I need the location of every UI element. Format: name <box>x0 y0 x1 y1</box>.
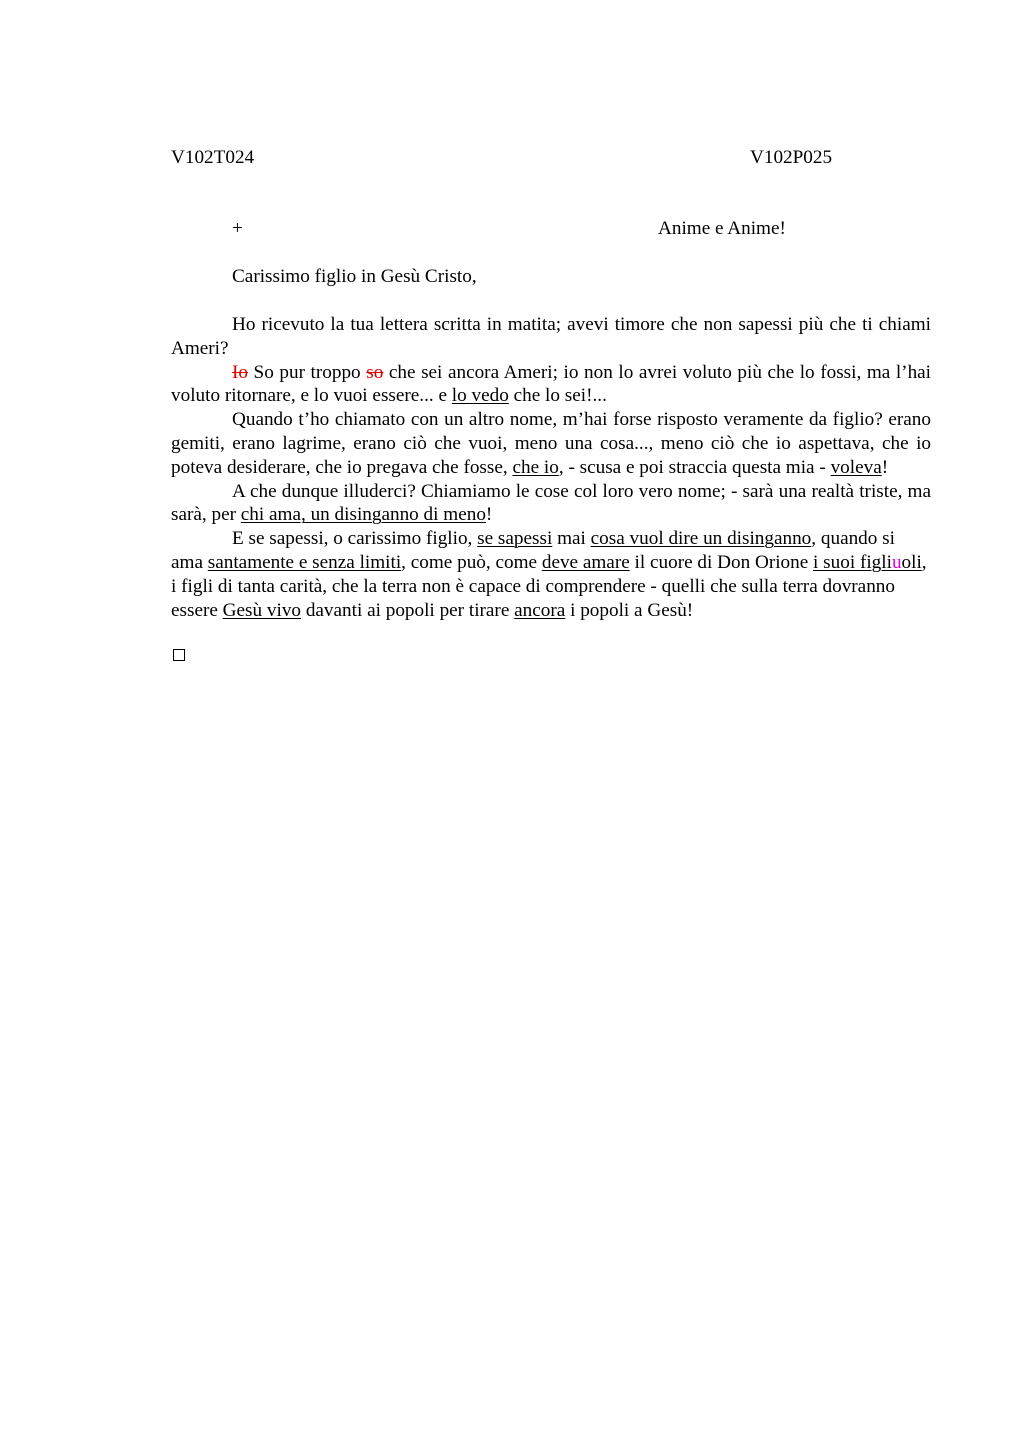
paragraph-1 <box>171 313 931 361</box>
text-run: ! <box>485 504 493 526</box>
text-run: ! <box>881 456 889 478</box>
text-run: , come può, come <box>401 551 542 573</box>
text-run: , - scusa e poi straccia questa mia - <box>558 456 831 478</box>
underlined-text <box>813 552 922 573</box>
letter-body <box>171 313 931 622</box>
inserted-letter: u <box>891 551 902 573</box>
square-outline-icon <box>173 649 185 661</box>
underlined-text: lo vedo <box>451 385 509 407</box>
text-run: , quando si ama <box>171 528 895 573</box>
header-left-code: V102T024 <box>171 147 255 168</box>
deleted-word: so <box>366 361 384 383</box>
underlined-text: deve amare <box>541 551 630 573</box>
paragraph-2 <box>171 361 931 409</box>
letter-title: Anime e Anime! <box>658 218 786 239</box>
underlined-text: cosa vuol dire un disinganno <box>590 528 812 550</box>
text-run: il cuore di Don Orione <box>629 551 814 573</box>
underlined-text: voleva <box>830 456 882 478</box>
text-run: Ho ricevuto la tua lettera scritta in matita; avevi timore che non sapessi più che ti chiami Ameri? <box>171 314 931 359</box>
underlined-text: se sapessi <box>477 528 553 550</box>
text-run: i suoi figli <box>813 551 892 573</box>
text-run: mai <box>552 528 591 550</box>
text-run: , i figli di tanta carità, che la terra non è capace di comprendere - quelli che sulla terra dovranno essere <box>171 551 927 621</box>
underlined-text: Gesù vivo <box>222 599 302 621</box>
text-run: A che dunque illuderci? Chiamiamo le cose col loro vero nome; - sarà una realtà triste, ma sarà, per <box>171 480 931 526</box>
salutation: Carissimo figlio in Gesù Cristo, <box>232 266 477 287</box>
text-run: oli <box>901 551 922 573</box>
text-run: che sei ancora Ameri; io non lo avrei voluto più che lo fossi, ma l’hai voluto ritornare, e lo vuoi essere... e <box>171 361 932 407</box>
deleted-word: Io <box>232 361 248 383</box>
paragraph-4 <box>171 480 931 528</box>
text-run: E se sapessi, o carissimo figlio, <box>232 528 478 550</box>
text-run: Quando t’ho chiamato con un altro nome, m’hai forse risposto veramente da figlio? erano gemiti, erano lagrime, erano ciò che vuoi, meno una cosa..., meno ciò che io aspettava, che io poteva desiderare, che io pregava che fosse, <box>171 409 931 478</box>
text-run: So pur troppo <box>247 361 367 383</box>
text-run: i popoli a Gesù! <box>565 599 694 621</box>
underlined-text: che io <box>512 456 559 478</box>
text-run: davanti ai popoli per tirare <box>301 599 515 621</box>
text-run: che lo sei!... <box>508 385 607 407</box>
underlined-text: ancora <box>514 599 566 621</box>
cross-symbol: + <box>232 218 243 239</box>
underlined-text: santamente e senza limiti <box>207 551 402 573</box>
underlined-text: chi ama, un disinganno di meno <box>240 504 486 526</box>
paragraph-3 <box>171 408 931 479</box>
paragraph-5 <box>171 527 931 622</box>
header-right-code: V102P025 <box>750 147 833 168</box>
